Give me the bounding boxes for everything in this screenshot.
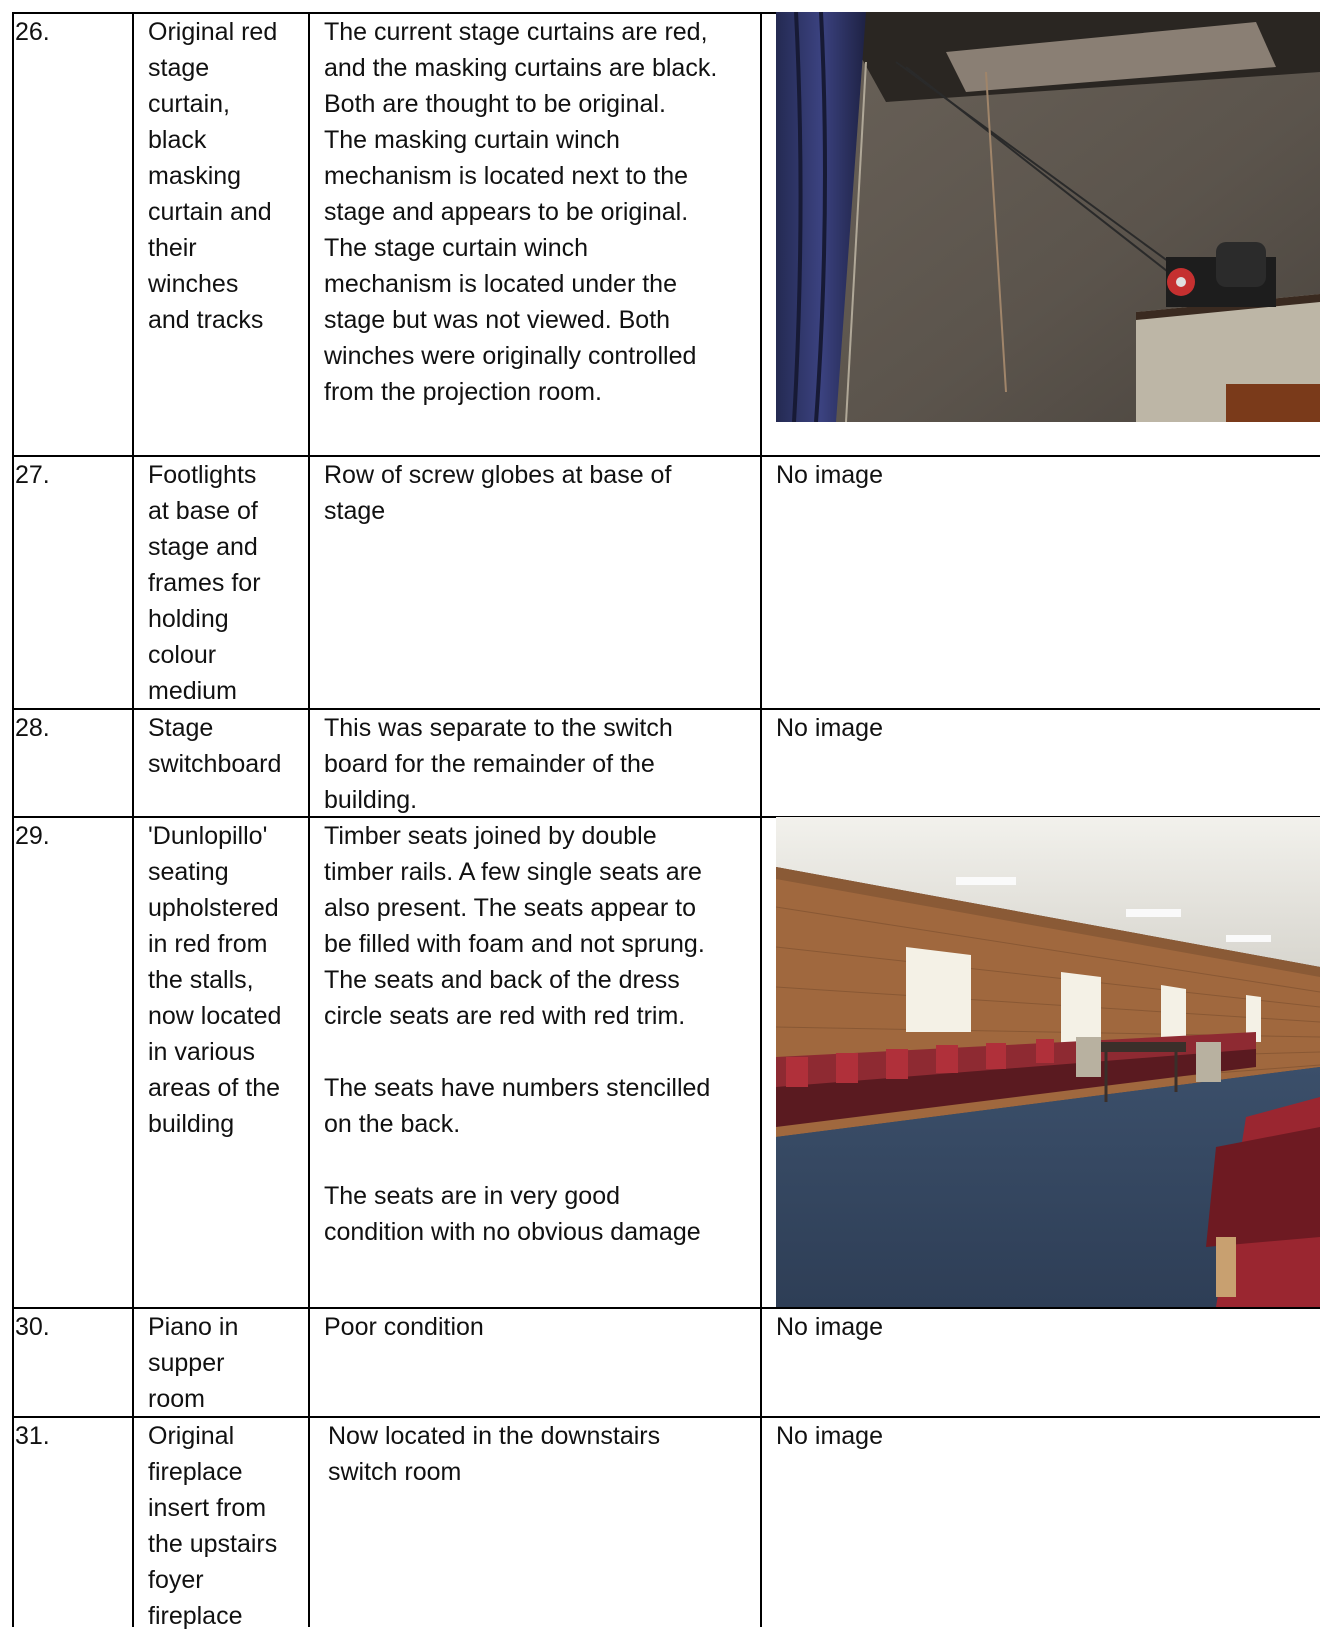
item-name: 'Dunlopillo' seating upholstered in red from the stalls, now located in various areas of the building (148, 822, 282, 1138)
table-rule (760, 12, 762, 1627)
inventory-table (12, 12, 1320, 1630)
item-name: Footlights at base of stage and frames for holding colour medium (148, 461, 261, 705)
table-rule (308, 12, 310, 1627)
winch-photo (776, 12, 1320, 422)
no-image-label: No image (776, 1313, 883, 1341)
item-description: The current stage curtains are red, and the masking curtains are black. Both are thought to be original. The masking curtain winch mechanism is located next to the stage and appears to be original. The stage curtain winch mechanism is located under the stage but was not viewed. Both winches were originally controlled from the projection room. (324, 18, 718, 406)
table-rule (12, 12, 14, 1627)
row-number: 29. (15, 822, 50, 850)
row-number: 28. (15, 714, 50, 742)
item-name: Original red stage curtain, black masking curtain and their winches and tracks (148, 18, 278, 334)
row-number: 26. (15, 18, 50, 46)
item-name: Stage switchboard (148, 714, 282, 778)
item-description: Now located in the downstairs switch room (328, 1422, 661, 1486)
seating-photo (776, 817, 1320, 1307)
row-number: 31. (15, 1422, 50, 1450)
item-description: Poor condition (324, 1313, 484, 1341)
table-rule (132, 12, 134, 1627)
no-image-label: No image (776, 714, 883, 742)
item-name: Piano in supper room (148, 1313, 239, 1413)
item-description: Timber seats joined by double timber rails. A few single seats are also present. The seats appear to be filled with foam and not sprung. The seats and back of the dress circle seats are red with red trim. The seats have numbers stencilled on the back. The seats are in very good condition with no obvious damage (324, 822, 711, 1246)
item-name: Original fireplace insert from the upstairs foyer fireplace (148, 1422, 278, 1630)
item-description: Row of screw globes at base of stage (324, 461, 672, 525)
item-description: This was separate to the switch board for the remainder of the building. (324, 714, 673, 814)
no-image-label: No image (776, 1422, 883, 1450)
row-number: 27. (15, 461, 50, 489)
no-image-label: No image (776, 461, 883, 489)
row-number: 30. (15, 1313, 50, 1341)
